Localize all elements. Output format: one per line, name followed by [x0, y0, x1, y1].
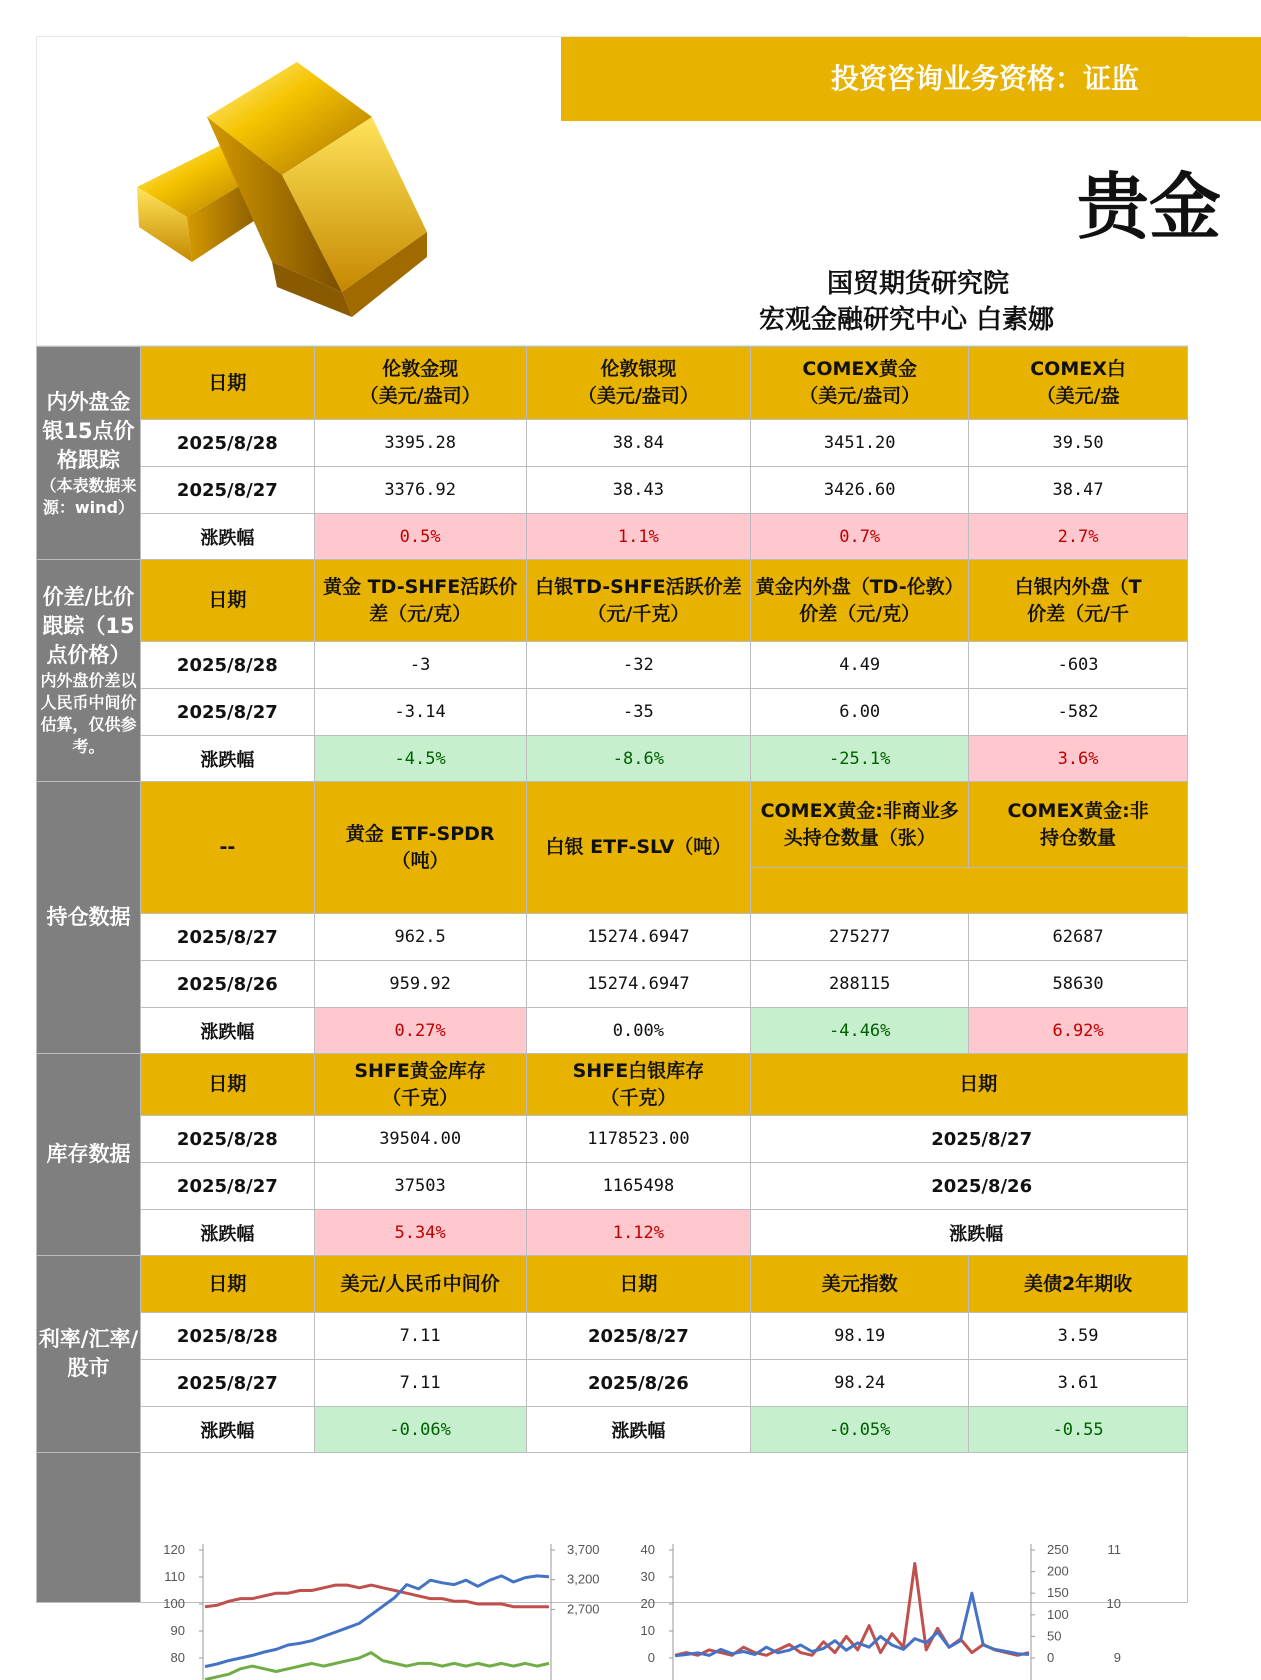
header-cell: SHFE黄金库存 （千克） — [314, 1054, 526, 1116]
header-cell: 日期 — [526, 1256, 751, 1313]
change-label-cell: 涨跌幅 — [140, 514, 314, 560]
series-line-2 — [205, 1653, 549, 1680]
value-cell: 275277 — [751, 914, 969, 961]
y-tick-label: 110 — [164, 1569, 185, 1584]
y-tick-label: 120 — [163, 1542, 185, 1557]
header-cell: 白银TD-SHFE活跃价差（元/千克） — [526, 560, 751, 642]
value-cell: 39504.00 — [314, 1116, 526, 1163]
table-row — [37, 782, 1188, 868]
y-tick-label-right: 100 — [1047, 1606, 1069, 1622]
table-row — [37, 1163, 1188, 1210]
y-tick-label: 10 — [1106, 1596, 1121, 1611]
change-label-cell: 涨跌幅 — [140, 1210, 314, 1256]
header-cell: 伦敦银现 （美元/盎司） — [526, 347, 751, 420]
value-cell: 98.24 — [751, 1360, 969, 1407]
y-tick-label: 0 — [647, 1650, 655, 1665]
y-tick-label: 9 — [1113, 1650, 1121, 1665]
value-cell: 15274.6947 — [526, 961, 751, 1008]
date-cell: 2025/8/26 — [751, 1163, 1188, 1210]
y-tick-label-right: 200 — [1047, 1563, 1069, 1579]
value-cell: 39.50 — [969, 420, 1188, 467]
table-row — [37, 736, 1188, 782]
value-cell: 3451.20 — [751, 420, 969, 467]
header-cell: 伦敦金现 （美元/盎司） — [314, 347, 526, 420]
y-tick-label: 30 — [640, 1569, 655, 1584]
change-cell: 1.12% — [526, 1210, 751, 1256]
change-label-cell: 涨跌幅 — [140, 1407, 314, 1453]
data-table — [36, 346, 1188, 1603]
change-label-cell: 涨跌幅 — [751, 1210, 1188, 1256]
change-cell: -4.5% — [314, 736, 526, 782]
y-tick-label-right: 50 — [1047, 1628, 1062, 1644]
value-cell: -32 — [526, 642, 751, 689]
chart-partial — [1091, 1530, 1188, 1680]
table-row — [37, 1116, 1188, 1163]
value-cell: 62687 — [969, 914, 1188, 961]
change-cell: -0.55 — [969, 1407, 1188, 1453]
y-tick-label-right: 0 — [1047, 1650, 1055, 1665]
change-label-cell: 涨跌幅 — [140, 1008, 314, 1054]
date-cell: 2025/8/26 — [140, 961, 314, 1008]
value-cell: -35 — [526, 689, 751, 736]
header-cell: 黄金 TD-SHFE活跃价差（元/克） — [314, 560, 526, 642]
y-tick-label: 100 — [163, 1596, 185, 1611]
change-cell: 0.5% — [314, 514, 526, 560]
value-cell: 1165498 — [526, 1163, 751, 1210]
value-cell: 38.43 — [526, 467, 751, 514]
table-row — [37, 1054, 1188, 1116]
section-label-inventory: 库存数据 — [37, 1054, 141, 1256]
value-cell: 1178523.00 — [526, 1116, 751, 1163]
table-row — [37, 347, 1188, 420]
series-line-0 — [205, 1585, 549, 1607]
value-cell: 3395.28 — [314, 420, 526, 467]
value-cell: 3426.60 — [751, 467, 969, 514]
change-cell: -0.05% — [751, 1407, 969, 1453]
value-cell: 37503 — [314, 1163, 526, 1210]
value-cell: 58630 — [969, 961, 1188, 1008]
date-cell: 2025/8/28 — [140, 420, 314, 467]
header-cell: 黄金内外盘（TD-伦敦）价差（元/克） — [751, 560, 969, 642]
value-cell: -603 — [969, 642, 1188, 689]
section-label-rates: 利率/汇率/股市 — [37, 1256, 141, 1453]
header-cell: 日期 — [751, 1054, 1188, 1116]
table-row — [37, 514, 1188, 560]
org-author: 宏观金融研究中心 白素娜 — [759, 305, 1055, 335]
change-cell: -8.6% — [526, 736, 751, 782]
header-cell: SHFE白银库存 （千克） — [526, 1054, 751, 1116]
y-tick-label: 90 — [170, 1623, 185, 1638]
report-page — [36, 36, 1222, 1680]
value-cell: 6.00 — [751, 689, 969, 736]
header-cell: 日期 — [140, 560, 314, 642]
date-cell: 2025/8/28 — [140, 642, 314, 689]
date-cell: 2025/8/26 — [526, 1360, 751, 1407]
qualification-banner: 投资咨询业务资格：证监 — [561, 37, 1261, 121]
table-row — [37, 1407, 1188, 1453]
header-cell: 美债2年期收 — [969, 1256, 1188, 1313]
table-row — [37, 420, 1188, 467]
y-tick-label-right: 3,700 — [567, 1542, 600, 1557]
value-cell: 15274.6947 — [526, 914, 751, 961]
value-cell: -582 — [969, 689, 1188, 736]
table-row — [37, 560, 1188, 642]
y-tick-label-right: 150 — [1047, 1585, 1069, 1601]
y-tick-label: 80 — [170, 1650, 185, 1665]
chart-positions-volume — [621, 1530, 1091, 1680]
header-cell: COMEX白 （美元/盎 — [969, 347, 1188, 420]
header-cell: COMEX黄金:非 持仓数量 — [969, 782, 1188, 868]
header-cell: 日期 — [140, 347, 314, 420]
header-cell: 黄金 ETF-SPDR （吨） — [314, 782, 526, 914]
date-cell: 2025/8/27 — [140, 467, 314, 514]
table-row — [37, 1210, 1188, 1256]
y-tick-label: 40 — [640, 1542, 655, 1557]
table-row — [37, 1360, 1188, 1407]
change-cell: 2.7% — [969, 514, 1188, 560]
section-label-charts — [37, 1453, 141, 1603]
y-tick-label-right: 3,200 — [567, 1571, 600, 1587]
value-cell: -3.14 — [314, 689, 526, 736]
table-row — [37, 961, 1188, 1008]
value-cell: 3.59 — [969, 1313, 1188, 1360]
series-line-1 — [675, 1593, 1029, 1656]
value-cell: 38.84 — [526, 420, 751, 467]
value-cell: 959.92 — [314, 961, 526, 1008]
y-tick-label: 10 — [640, 1623, 655, 1638]
date-cell: 2025/8/27 — [751, 1116, 1188, 1163]
value-cell: 962.5 — [314, 914, 526, 961]
report-header — [36, 36, 1222, 346]
value-cell: -3 — [314, 642, 526, 689]
y-tick-label: 11 — [1107, 1542, 1121, 1557]
header-cell: 美元指数 — [751, 1256, 969, 1313]
table-row — [37, 1313, 1188, 1360]
date-cell: 2025/8/27 — [140, 914, 314, 961]
header-cell: 白银 ETF-SLV（吨） — [526, 782, 751, 914]
table-row — [37, 467, 1188, 514]
change-cell: 1.1% — [526, 514, 751, 560]
value-cell: 38.47 — [969, 467, 1188, 514]
value-cell: 7.11 — [314, 1313, 526, 1360]
change-label-cell: 涨跌幅 — [140, 736, 314, 782]
date-cell: 2025/8/27 — [140, 1360, 314, 1407]
header-cell: -- — [140, 782, 314, 914]
date-cell: 2025/8/27 — [140, 689, 314, 736]
y-tick-label-right: 2,700 — [567, 1601, 600, 1617]
table-row — [37, 914, 1188, 961]
change-cell: 0.00% — [526, 1008, 751, 1054]
y-tick-label: 20 — [640, 1596, 655, 1611]
table-row — [37, 1008, 1188, 1054]
section-label-prices: 内外盘金银15点价格跟踪 （本表数据来源：wind） — [37, 347, 141, 560]
change-cell: 6.92% — [969, 1008, 1188, 1054]
change-cell: 5.34% — [314, 1210, 526, 1256]
table-row — [37, 689, 1188, 736]
table-row — [37, 1256, 1188, 1313]
change-cell: 0.7% — [751, 514, 969, 560]
chart-gold-silver-ratio — [141, 1530, 621, 1680]
date-cell: 2025/8/28 — [140, 1116, 314, 1163]
header-cell-empty — [751, 868, 1188, 914]
change-cell: 0.27% — [314, 1008, 526, 1054]
series-line-1 — [205, 1576, 549, 1667]
org-name: 国贸期货研究院 — [827, 269, 1010, 299]
date-cell: 2025/8/28 — [140, 1313, 314, 1360]
gold-bars-image — [97, 47, 427, 327]
value-cell: 4.49 — [751, 642, 969, 689]
date-cell: 2025/8/27 — [526, 1313, 751, 1360]
section-label-spreads: 价差/比价跟踪（15点价格） 内外盘价差以人民币中间价估算，仅供参考。 — [37, 560, 141, 782]
change-cell: -25.1% — [751, 736, 969, 782]
y-tick-label-right: 250 — [1047, 1542, 1069, 1557]
value-cell: 288115 — [751, 961, 969, 1008]
value-cell: 3.61 — [969, 1360, 1188, 1407]
header-cell: COMEX黄金:非商业多头持仓数量（张） — [751, 782, 969, 868]
header-cell: 白银内外盘（T 价差（元/千 — [969, 560, 1188, 642]
section-label-positions: 持仓数据 — [37, 782, 141, 1054]
value-cell: 3376.92 — [314, 467, 526, 514]
table-row — [37, 642, 1188, 689]
date-cell: 2025/8/27 — [140, 1163, 314, 1210]
header-cell: COMEX黄金 （美元/盎司） — [751, 347, 969, 420]
header-cell: 日期 — [140, 1054, 314, 1116]
change-cell: 3.6% — [969, 736, 1188, 782]
change-cell: -4.46% — [751, 1008, 969, 1054]
value-cell: 7.11 — [314, 1360, 526, 1407]
value-cell: 98.19 — [751, 1313, 969, 1360]
change-label-cell: 涨跌幅 — [526, 1407, 751, 1453]
header-cell: 美元/人民币中间价 — [314, 1256, 526, 1313]
change-cell: -0.06% — [314, 1407, 526, 1453]
report-title: 贵金 — [1077, 164, 1222, 249]
header-cell: 日期 — [140, 1256, 314, 1313]
